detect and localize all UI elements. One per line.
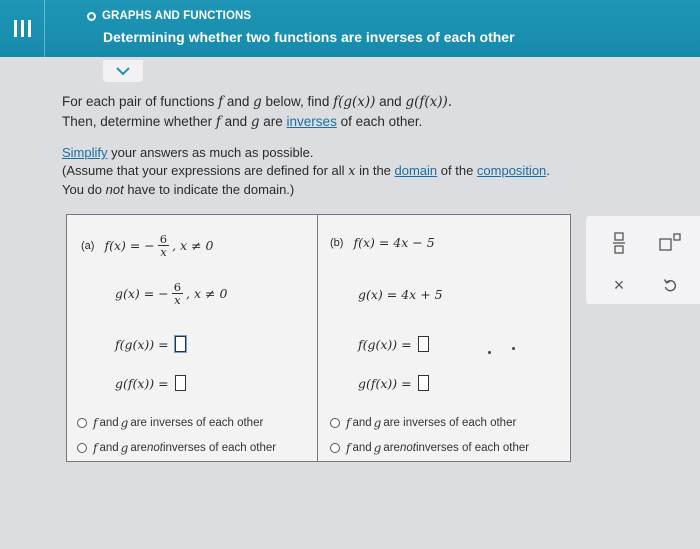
undo-button[interactable] (658, 274, 682, 296)
math-g: g (120, 441, 129, 455)
part-b-option-inverses[interactable] (330, 416, 516, 430)
radio-button[interactable] (330, 418, 340, 428)
radio-button[interactable] (330, 443, 340, 453)
text: below, find (261, 94, 334, 109)
g-condition: , x ≠ 0 (186, 286, 228, 301)
fg-label: f(g(x)) = (115, 336, 169, 352)
math-f: f (346, 416, 351, 430)
part-b-gf-row (358, 375, 429, 391)
composition-link[interactable]: composition (476, 163, 547, 178)
instructions-line-2 (62, 112, 662, 132)
text: and (223, 94, 254, 109)
dot (512, 347, 515, 350)
text: and (99, 417, 119, 429)
f-fraction (158, 233, 169, 258)
part-a-f-definition (81, 233, 213, 258)
gf-answer-input[interactable] (175, 375, 186, 391)
math-f: f (215, 114, 221, 130)
simplify-link[interactable]: Simplify (62, 145, 108, 160)
text: of the (437, 163, 477, 178)
text: and (99, 442, 119, 454)
math-g: g (373, 416, 382, 430)
part-a-gf-row (115, 375, 186, 391)
option-text: are inverses of each other (130, 417, 264, 429)
f-definition: f(x) = 4x − 5 (353, 235, 435, 250)
text: Then, determine whether (62, 114, 216, 129)
menu-icon (14, 20, 31, 37)
part-a-g-definition (115, 281, 227, 306)
numerator: 6 (159, 232, 168, 246)
part-a-option-not-inverses[interactable] (77, 441, 276, 455)
gf-label: g(f(x)) = (358, 375, 412, 391)
text: of each other. (336, 114, 423, 129)
option-text: inverses of each other (415, 442, 530, 454)
math-fg: f(g(x)) (333, 94, 376, 110)
fg-label: f(g(x)) = (358, 336, 412, 352)
instructions (62, 92, 662, 132)
text: and (220, 114, 251, 129)
progress-ring-icon (87, 12, 96, 21)
option-text: inverses of each other (162, 442, 277, 454)
part-b-g-definition (358, 287, 443, 302)
fraction-button[interactable] (608, 230, 630, 256)
f-lhs: f(x) = − (104, 238, 155, 253)
superscript-button[interactable] (656, 230, 684, 254)
text: For each pair of functions (62, 94, 219, 109)
part-b-f-definition (330, 235, 435, 250)
denominator: x (174, 293, 181, 307)
text: have to indicate the domain.) (123, 182, 295, 197)
text: are (259, 114, 287, 129)
note-line-3 (62, 181, 662, 199)
math-f: f (218, 94, 224, 110)
fg-answer-input[interactable] (418, 336, 429, 352)
page-title: Determining whether two functions are inverses of each other (103, 29, 515, 45)
emphasis-not: not (399, 442, 416, 454)
text: are (130, 442, 147, 454)
text: (Assume that your expressions are defined for all (62, 163, 349, 178)
math-gf: g(f(x)). (405, 94, 453, 110)
math-g: g (373, 441, 382, 455)
menu-button[interactable] (0, 0, 45, 57)
numerator: 6 (173, 280, 182, 294)
top-bar (0, 0, 700, 57)
superscript-icon (659, 233, 681, 251)
math-g: g (253, 94, 262, 110)
g-fraction (172, 281, 183, 306)
text: and (352, 417, 372, 429)
radio-button[interactable] (77, 418, 87, 428)
gf-answer-input[interactable] (418, 375, 429, 391)
emphasis-not: not (146, 442, 163, 454)
f-condition: , x ≠ 0 (172, 238, 214, 253)
math-g: g (250, 114, 260, 130)
part-a-option-inverses[interactable] (77, 416, 263, 430)
emphasis-not: not (105, 182, 124, 197)
undo-icon (663, 278, 677, 292)
topic-text: GRAPHS AND FUNCTIONS (102, 10, 252, 22)
expand-button[interactable] (103, 60, 143, 82)
fraction-icon (613, 232, 625, 254)
text: your answers as much as possible. (107, 145, 314, 160)
part-b-fg-row (358, 336, 429, 352)
text: and (375, 94, 406, 109)
chevron-down-icon (116, 66, 130, 76)
fg-answer-input[interactable] (175, 336, 186, 352)
radio-button[interactable] (77, 443, 87, 453)
denominator: x (160, 245, 167, 259)
text: in the (355, 163, 395, 178)
math-f: f (346, 441, 351, 455)
part-a-label: (a) (81, 239, 95, 252)
clear-button[interactable] (608, 274, 630, 296)
text: and (352, 442, 372, 454)
g-lhs: g(x) = − (115, 286, 169, 301)
math-f: f (93, 416, 98, 430)
text: . (546, 163, 550, 178)
math-toolbar (586, 216, 700, 304)
inverses-link[interactable]: inverses (286, 114, 337, 129)
part-a-fg-row (115, 336, 186, 352)
dot (488, 351, 491, 354)
answer-panel (66, 214, 571, 462)
part-b-option-not-inverses[interactable] (330, 441, 529, 455)
close-icon: × (613, 274, 625, 295)
simplify-note (62, 144, 662, 199)
domain-link[interactable]: domain (394, 163, 438, 178)
math-f: f (93, 441, 98, 455)
topic-label (103, 10, 251, 22)
math-x: x (348, 164, 356, 179)
text: are (383, 442, 400, 454)
option-text: are inverses of each other (383, 417, 517, 429)
text: You do (62, 182, 106, 197)
g-definition: g(x) = 4x + 5 (358, 287, 443, 302)
note-line-1 (62, 144, 662, 162)
part-a (67, 215, 318, 461)
instructions-line-1 (62, 92, 662, 112)
note-line-2 (62, 162, 662, 181)
part-b (318, 215, 570, 461)
part-b-label: (b) (330, 236, 344, 249)
gf-label: g(f(x)) = (115, 375, 169, 391)
math-g: g (120, 416, 129, 430)
